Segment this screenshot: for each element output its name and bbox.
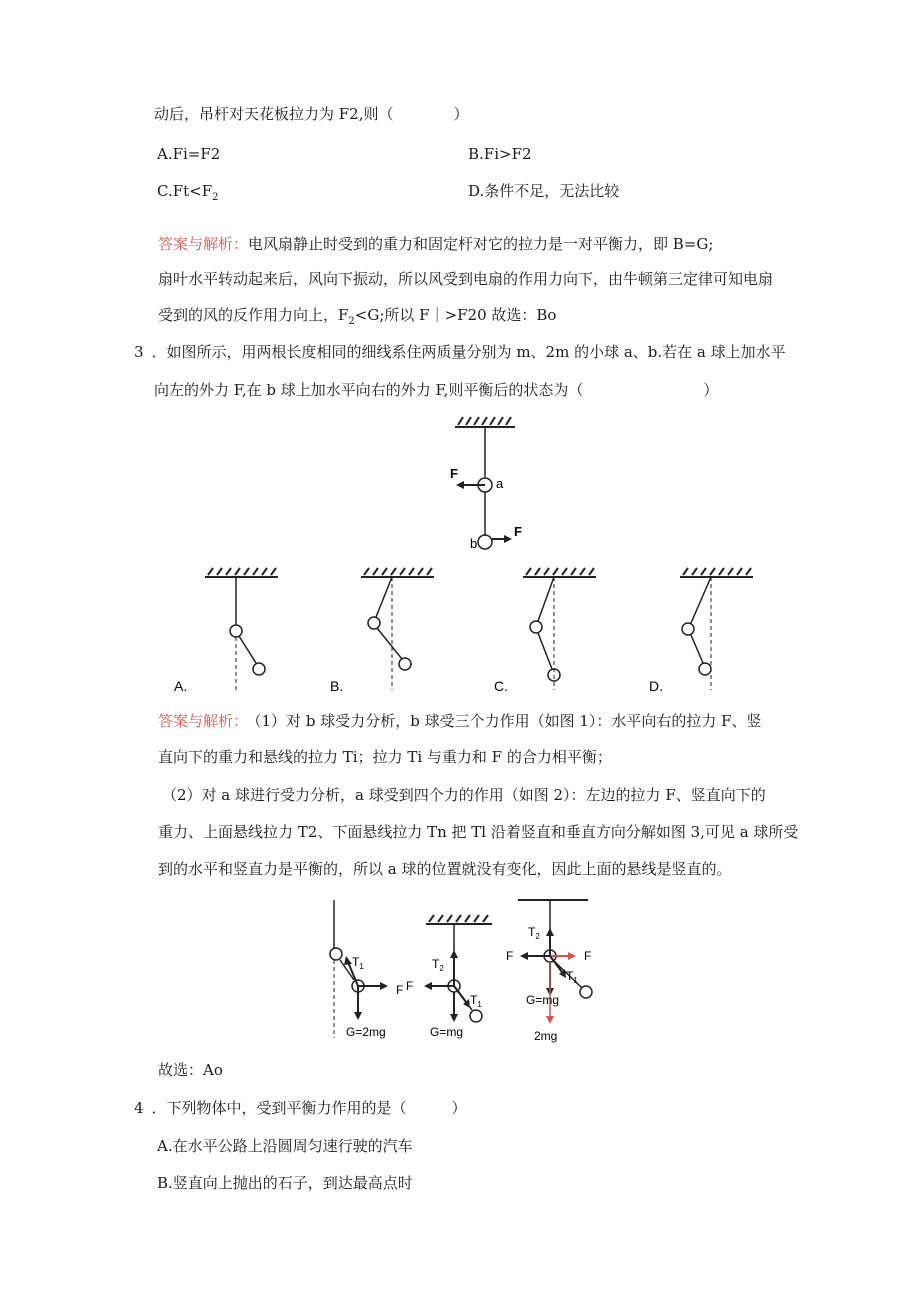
ball-a	[530, 621, 542, 633]
q3-force-figure-2	[400, 912, 510, 1047]
q3-conclusion: 故选：Ao	[158, 1061, 223, 1079]
ball-a	[230, 625, 242, 637]
label-f: F	[406, 979, 414, 993]
ball-a	[682, 623, 694, 635]
q2-answer-line2: 扇叶水平转动起来后，风向下振动，所以风受到电扇的作用力向下，由牛顿第三定律可知电扇	[158, 270, 774, 288]
q4-option-b: B.竖直向上抛出的石子，到达最高点时	[157, 1174, 413, 1192]
label-f-right: F	[584, 949, 592, 963]
ball-b	[580, 986, 592, 998]
label-g: G=2mg	[346, 1025, 386, 1039]
q3-option-figure-a	[170, 565, 280, 695]
ceiling-hatch	[361, 568, 434, 577]
q4-option-a: A.在水平公路上沿圆周匀速行驶的汽车	[157, 1137, 413, 1155]
ball-b	[478, 535, 492, 549]
ceiling-hatch	[680, 568, 753, 577]
option-label-d: D.	[649, 678, 663, 694]
q3-answer-text1: （1）对 b 球受力分析，b 球受三个力作用（如图 1）：水平向右的拉力 F、竖	[254, 712, 762, 730]
q3-option-figure-c	[488, 565, 598, 695]
label-t1: $T_1$	[470, 993, 482, 1009]
ceiling-hatch	[205, 568, 278, 577]
q2-answer-line3-sub: 2	[348, 316, 355, 327]
ball-b	[253, 663, 265, 675]
q3-answer-line1	[158, 711, 762, 731]
q2-option-c-sub: 2	[212, 192, 219, 203]
q3-stem-text1: ．如图所示，用两根长度相同的细线系住两质量分别为 m、2m 的小球 a、b.若在 a 球上加水平	[151, 343, 786, 361]
option-label-b: B.	[330, 678, 344, 694]
q2-answer-line3-suffix: <G;所以 F｜>F20 故选：Bo	[354, 306, 557, 324]
q3-answer-line3: （2）对 a 球进行受力分析，a 球受到四个力的作用（如图 2）：左边的拉力 F、竖直向下的	[162, 786, 766, 804]
q2-option-d: D.条件不足，无法比较	[468, 182, 620, 200]
option-label-c: C.	[494, 678, 508, 694]
label-f: F	[396, 983, 404, 997]
ball-b	[470, 1010, 482, 1022]
label-t1: $T_1$	[566, 969, 578, 985]
label-a: a	[496, 476, 504, 491]
q2-answer-label: 答案与解析：	[158, 235, 249, 253]
label-t2: $T_2$	[528, 925, 540, 941]
q3-number: 3	[134, 343, 144, 361]
ball-a	[368, 617, 380, 629]
q3-stem-line2: 向左的外力 F,在 b 球上加水平向右的外力 F,则平衡后的状态为（ ）	[154, 381, 719, 399]
force-arrow-right-head	[504, 535, 512, 543]
label-b: b	[470, 536, 478, 551]
q4-number: 4	[134, 1099, 144, 1117]
q2-answer-line3-prefix: 受到的风的反作用力向上，F	[158, 306, 349, 324]
q2-answer-text1: 电风扇静止时受到的重力和固定杆对它的拉力是一对平衡力，即 B=G;	[248, 235, 714, 253]
q3-answer-line5: 到的水平和竖直力是平衡的，所以 a 球的位置就没有变化，因此上面的悬线是竖直的。	[158, 860, 732, 878]
label-f-right: F	[514, 524, 522, 539]
ceiling-hatch	[455, 417, 515, 427]
label-2mg: 2mg	[534, 1029, 558, 1043]
label-f-left: F	[506, 949, 514, 963]
q2-option-a: A.Fi=F2	[157, 145, 221, 163]
q3-stem-line1	[134, 342, 786, 362]
q3-option-figure-d	[645, 565, 755, 695]
q2-option-c-text: C.Ft<F	[157, 182, 213, 200]
q4-stem-text: ．下列物体中，受到平衡力作用的是（ ）	[151, 1099, 467, 1117]
q2-option-c	[157, 181, 219, 208]
option-label-a: A.	[174, 678, 188, 694]
force-arrow-left-head	[456, 481, 464, 489]
q2-stem-line: 动后，吊杆对天花板拉力为 F2,则（ ）	[154, 105, 469, 123]
q3-option-figure-b	[326, 565, 436, 695]
q3-answer-line4: 重力、上面悬线拉力 T2、下面悬线拉力 Tn 把 Tl 沿着竖直和垂直方向分解如图 3,可见 a 球所受	[158, 823, 799, 841]
label-t1: $T_1$	[352, 955, 364, 971]
q3-force-figure-3	[500, 898, 610, 1048]
ball-b	[399, 658, 411, 670]
ceiling-hatch	[426, 915, 492, 924]
label-f-left: F	[450, 466, 458, 481]
q3-main-figure	[430, 415, 540, 555]
ball-a	[330, 948, 342, 960]
label-g: G=mg	[526, 993, 560, 1007]
ceiling-hatch	[523, 568, 596, 577]
q2-answer-line3	[158, 305, 556, 332]
q4-stem	[134, 1098, 467, 1118]
q2-option-b: B.Fi>F2	[468, 145, 532, 163]
q2-answer-line1	[158, 234, 713, 254]
q3-answer-line2: 直向下的重力和悬线的拉力 Ti；拉力 Ti 与重力和 F 的合力相平衡；	[158, 748, 612, 766]
q3-answer-label: 答案与解析：	[158, 712, 249, 730]
label-t2: $T_2$	[432, 957, 444, 973]
label-g: G=mg	[430, 1025, 464, 1039]
ball-b	[699, 663, 711, 675]
